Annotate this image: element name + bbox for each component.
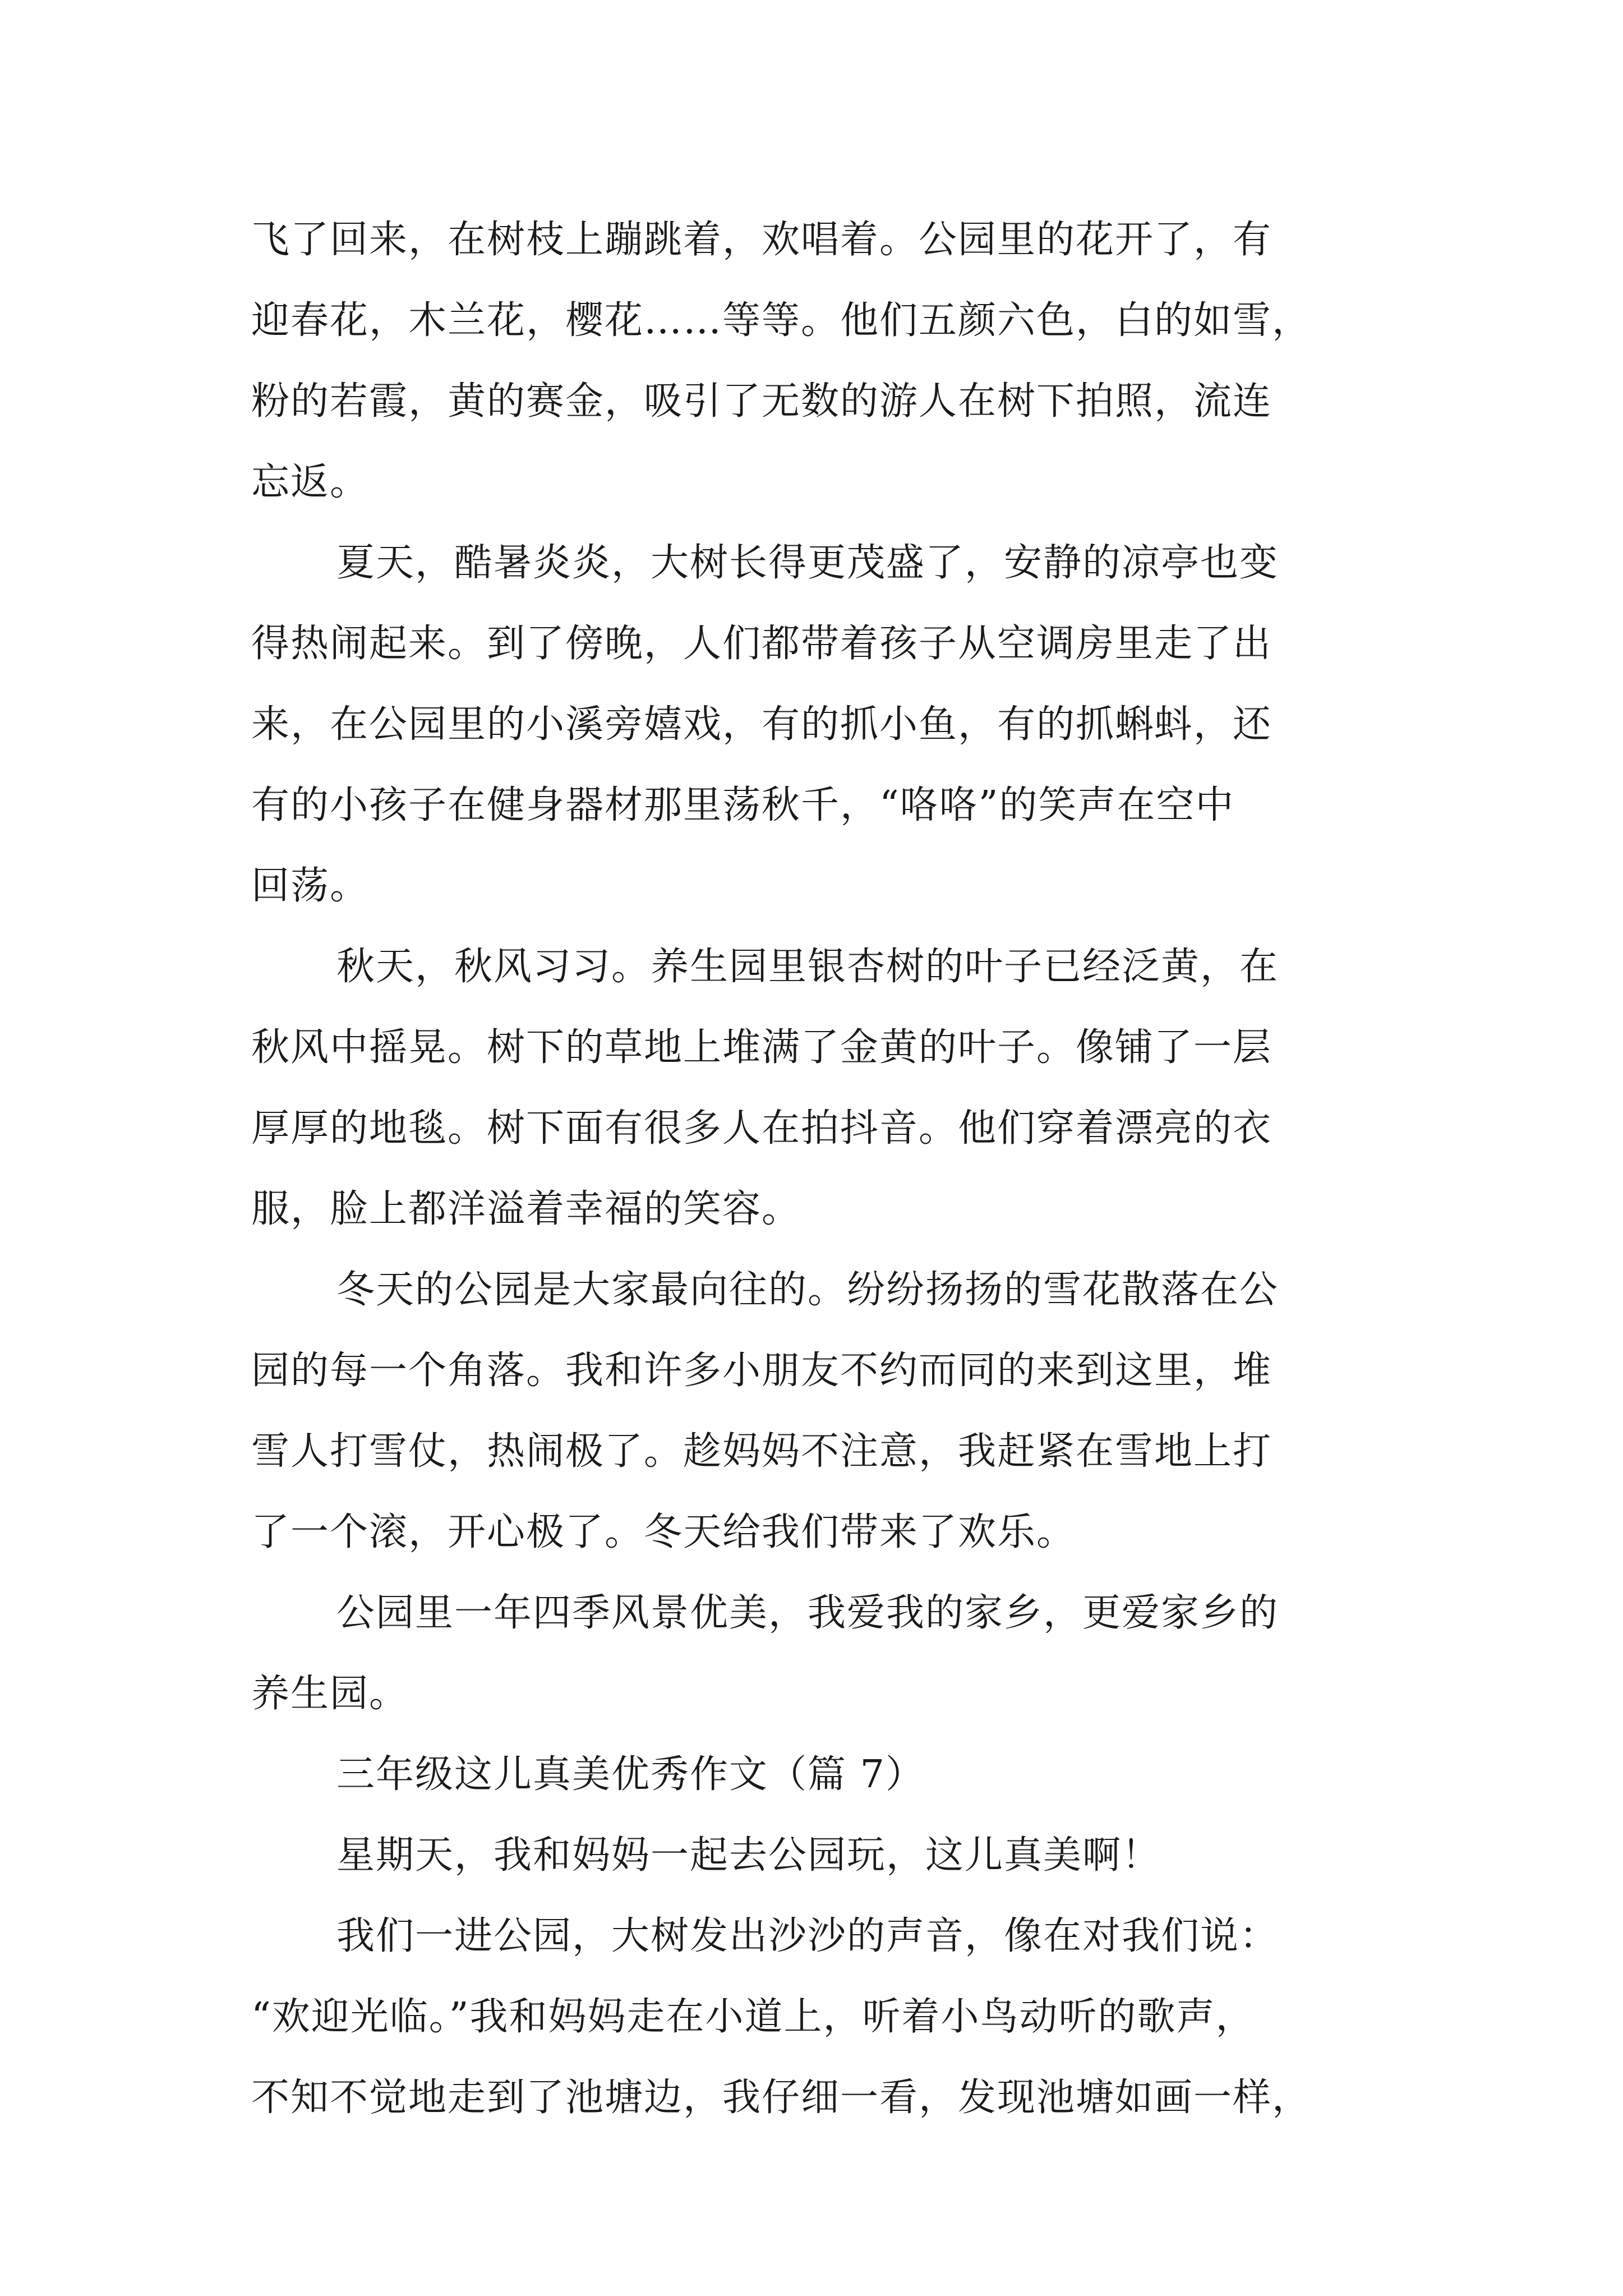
text-line: 有的小孩子在健身器材那里荡秋千，“咯咯”的笑声在空中 — [251, 783, 1235, 827]
text-line: 厚厚的地毯。树下面有很多人在拍抖音。他们穿着漂亮的衣 — [251, 1106, 1272, 1151]
paragraph-winter-start: 冬天的公园是大家最向往的。纷纷扬扬的雪花散落在公 — [336, 1268, 1279, 1312]
text-line: 养生园。 — [251, 1672, 409, 1716]
text-line: 得热闹起来。到了傍晚，人们都带着孩子从空调房里走了出 — [251, 622, 1272, 666]
text-line: 迎春花，木兰花，樱花……等等。他们五颜六色，白的如雪， — [251, 298, 1312, 343]
text-line: 了一个滚，开心极了。冬天给我们带来了欢乐。 — [251, 1510, 1076, 1554]
paragraph-sunday: 星期天，我和妈妈一起去公园玩，这儿真美啊！ — [336, 1833, 1161, 1878]
essay-title: 三年级这儿真美优秀作文（篇 7） — [336, 1752, 925, 1797]
text-line: 飞了回来，在树枝上蹦跳着，欢唱着。公园里的花开了，有 — [251, 218, 1272, 262]
text-line: 雪人打雪仗，热闹极了。趁妈妈不注意，我赶紧在雪地上打 — [251, 1429, 1272, 1474]
text-line: 粉的若霞，黄的赛金，吸引了无数的游人在树下拍照，流连 — [251, 379, 1272, 424]
paragraph-summer-start: 夏天，酷暑炎炎，大树长得更茂盛了，安静的凉亭也变 — [336, 541, 1279, 585]
text-line: 服，脸上都洋溢着幸福的笑容。 — [251, 1187, 801, 1231]
paragraph-conclusion-start: 公园里一年四季风景优美，我爱我的家乡，更爱家乡的 — [336, 1591, 1279, 1635]
text-line: 秋风中摇晃。树下的草地上堆满了金黄的叶子。像铺了一层 — [251, 1025, 1272, 1070]
paragraph-park-start: 我们一进公园，大树发出沙沙的声音，像在对我们说： — [336, 1914, 1279, 1958]
text-line: 不知不觉地走到了池塘边，我仔细一看，发现池塘如画一样， — [251, 2076, 1312, 2120]
text-line: 忘返。 — [251, 460, 370, 504]
text-line: 园的每一个角落。我和许多小朋友不约而同的来到这里，堆 — [251, 1349, 1272, 1393]
text-line: 回荡。 — [251, 864, 370, 908]
paragraph-autumn-start: 秋天，秋风习习。养生园里银杏树的叶子已经泛黄，在 — [336, 945, 1279, 989]
text-line: 来，在公园里的小溪旁嬉戏，有的抓小鱼，有的抓蝌蚪，还 — [251, 702, 1272, 747]
text-line: “欢迎光临。”我和妈妈走在小道上，听着小鸟动听的歌声， — [251, 1995, 1255, 2039]
